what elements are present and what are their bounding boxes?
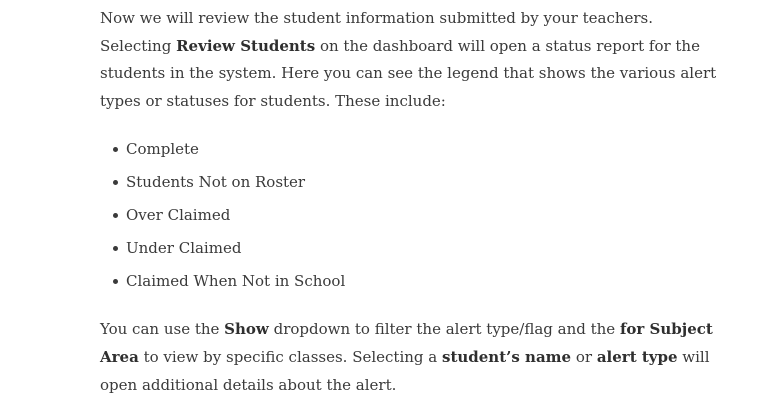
outro-text-4: or <box>571 347 597 366</box>
alert-type-term: alert type <box>596 347 678 366</box>
subject-area-term: for Subject Area <box>100 320 713 366</box>
list-item-claimed-when-not-in-school: Claimed When Not in School <box>126 265 736 298</box>
alert-type-list <box>100 133 736 298</box>
show-term: Show <box>224 320 269 339</box>
intro-text-1: Now we will review the student information submitted by your teachers. Selecting <box>100 9 654 55</box>
outro-text-3: to view by specific classes. Selecting a <box>138 347 442 366</box>
outro-paragraph <box>100 316 728 399</box>
list-item-over-claimed: Over Claimed <box>126 199 736 232</box>
list-item-complete: Complete <box>126 133 736 166</box>
list-item-students-not-on-roster: Students Not on Roster <box>126 166 736 199</box>
student-name-term: student’s name <box>442 347 572 366</box>
intro-paragraph <box>100 5 728 115</box>
list-item-under-claimed: Under Claimed <box>126 232 736 265</box>
intro-text-2: on the dashboard will open a status report for the students in the system. Here you can see the legend that shows the various alert types or statuses for students. These include: <box>100 36 717 110</box>
outro-text-1: You can use the <box>100 320 225 339</box>
outro-text-2: dropdown to filter the alert type/flag and the <box>268 320 620 339</box>
outro-text-5: will open additional details about the alert. <box>100 347 710 394</box>
review-students-term: Review Students <box>176 36 316 55</box>
